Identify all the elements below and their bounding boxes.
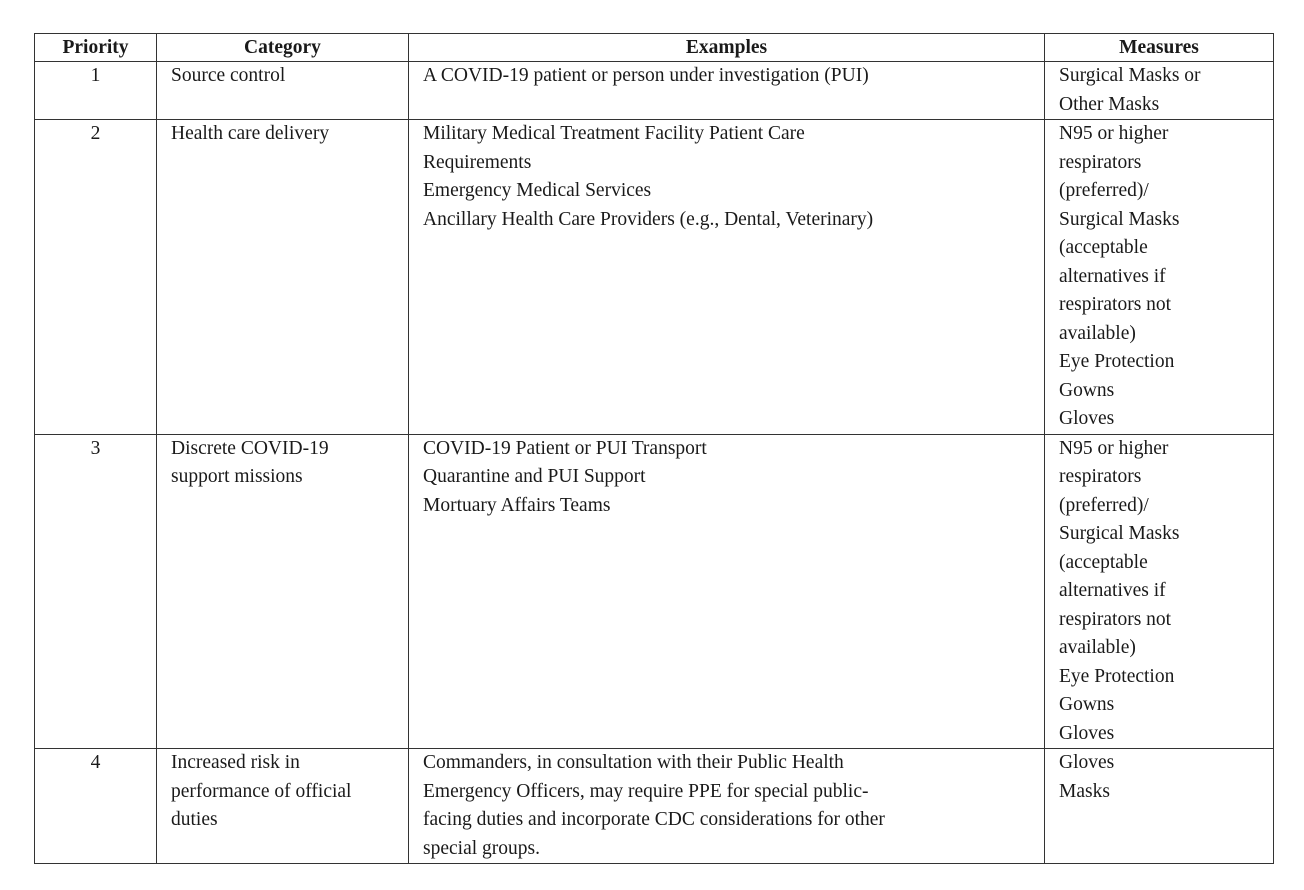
measures-line: (preferred)/ xyxy=(1059,494,1149,516)
priority-table-container xyxy=(34,33,1273,864)
measures-line: (preferred)/ xyxy=(1059,180,1149,201)
measures-line: Gowns xyxy=(1059,379,1115,401)
measures-line: Gowns xyxy=(1059,694,1115,715)
examples-line: COVID-19 Patient or PUI Transport xyxy=(423,437,707,459)
measures-line: Other Masks xyxy=(1059,93,1160,115)
measures-line: Surgical Masks xyxy=(1059,523,1180,544)
measures-line: Gloves xyxy=(1059,408,1115,429)
header-examples: Examples xyxy=(409,34,1045,62)
category-cell xyxy=(157,62,409,120)
examples-line: facing duties and incorporate CDC considerations for other xyxy=(423,809,885,830)
measures-line: Eye Protection xyxy=(1059,351,1175,372)
measures-line: Surgical Masks xyxy=(1059,208,1180,230)
measures-line: N95 or higher xyxy=(1059,123,1169,144)
measures-line: Eye Protection xyxy=(1059,665,1175,687)
measures-line: (acceptable xyxy=(1059,237,1148,258)
category-cell xyxy=(157,434,409,749)
category-cell xyxy=(157,120,409,435)
examples-line: Commanders, in consultation with their Public Health xyxy=(423,752,844,773)
measures-line: Surgical Masks or xyxy=(1059,65,1201,86)
examples-cell xyxy=(409,62,1045,120)
category-line: performance of official xyxy=(171,780,352,802)
measures-line: available) xyxy=(1059,322,1136,344)
priority-table xyxy=(34,33,1274,864)
measures-line: (acceptable xyxy=(1059,551,1148,573)
measures-line: respirators xyxy=(1059,466,1142,487)
measures-line: respirators xyxy=(1059,151,1142,173)
examples-line: Ancillary Health Care Providers (e.g., Dental, Veterinary) xyxy=(423,208,874,230)
measures-cell xyxy=(1045,749,1274,864)
measures-line: alternatives if xyxy=(1059,580,1166,601)
examples-cell xyxy=(409,749,1045,864)
priority-cell: 1 xyxy=(35,62,157,120)
examples-line: special groups. xyxy=(423,837,540,859)
category-cell xyxy=(157,749,409,864)
header-priority: Priority xyxy=(35,34,157,62)
table-row xyxy=(35,120,1274,435)
examples-line: Emergency Medical Services xyxy=(423,180,652,201)
priority-cell: 2 xyxy=(35,120,157,435)
table-row xyxy=(35,62,1274,120)
measures-line: N95 or higher xyxy=(1059,437,1169,459)
category-line: Increased risk in xyxy=(171,752,300,773)
examples-line: A COVID-19 patient or person under investigation (PUI) xyxy=(423,65,869,86)
measures-line: available) xyxy=(1059,637,1136,658)
table-row xyxy=(35,434,1274,749)
measures-line: Gloves xyxy=(1059,752,1115,773)
measures-line: respirators not xyxy=(1059,294,1172,315)
examples-cell xyxy=(409,434,1045,749)
category-line: support missions xyxy=(171,466,303,487)
category-line: Health care delivery xyxy=(171,123,330,144)
header-measures: Measures xyxy=(1045,34,1274,62)
examples-line: Emergency Officers, may require PPE for special public- xyxy=(423,780,869,802)
table-header-row xyxy=(35,34,1274,62)
priority-cell: 3 xyxy=(35,434,157,749)
measures-cell xyxy=(1045,62,1274,120)
measures-line: respirators not xyxy=(1059,608,1172,630)
measures-cell xyxy=(1045,434,1274,749)
measures-line: Masks xyxy=(1059,780,1110,802)
category-line: Discrete COVID-19 xyxy=(171,437,329,459)
priority-cell: 4 xyxy=(35,749,157,864)
examples-line: Quarantine and PUI Support xyxy=(423,466,646,487)
examples-cell xyxy=(409,120,1045,435)
category-line: Source control xyxy=(171,65,286,86)
examples-line: Mortuary Affairs Teams xyxy=(423,494,611,516)
measures-line: alternatives if xyxy=(1059,265,1166,287)
measures-cell xyxy=(1045,120,1274,435)
examples-line: Military Medical Treatment Facility Patient Care xyxy=(423,123,805,144)
measures-line: Gloves xyxy=(1059,722,1115,744)
examples-line: Requirements xyxy=(423,151,532,173)
category-line: duties xyxy=(171,809,218,830)
table-body xyxy=(35,62,1274,864)
table-row xyxy=(35,749,1274,864)
header-category: Category xyxy=(157,34,409,62)
